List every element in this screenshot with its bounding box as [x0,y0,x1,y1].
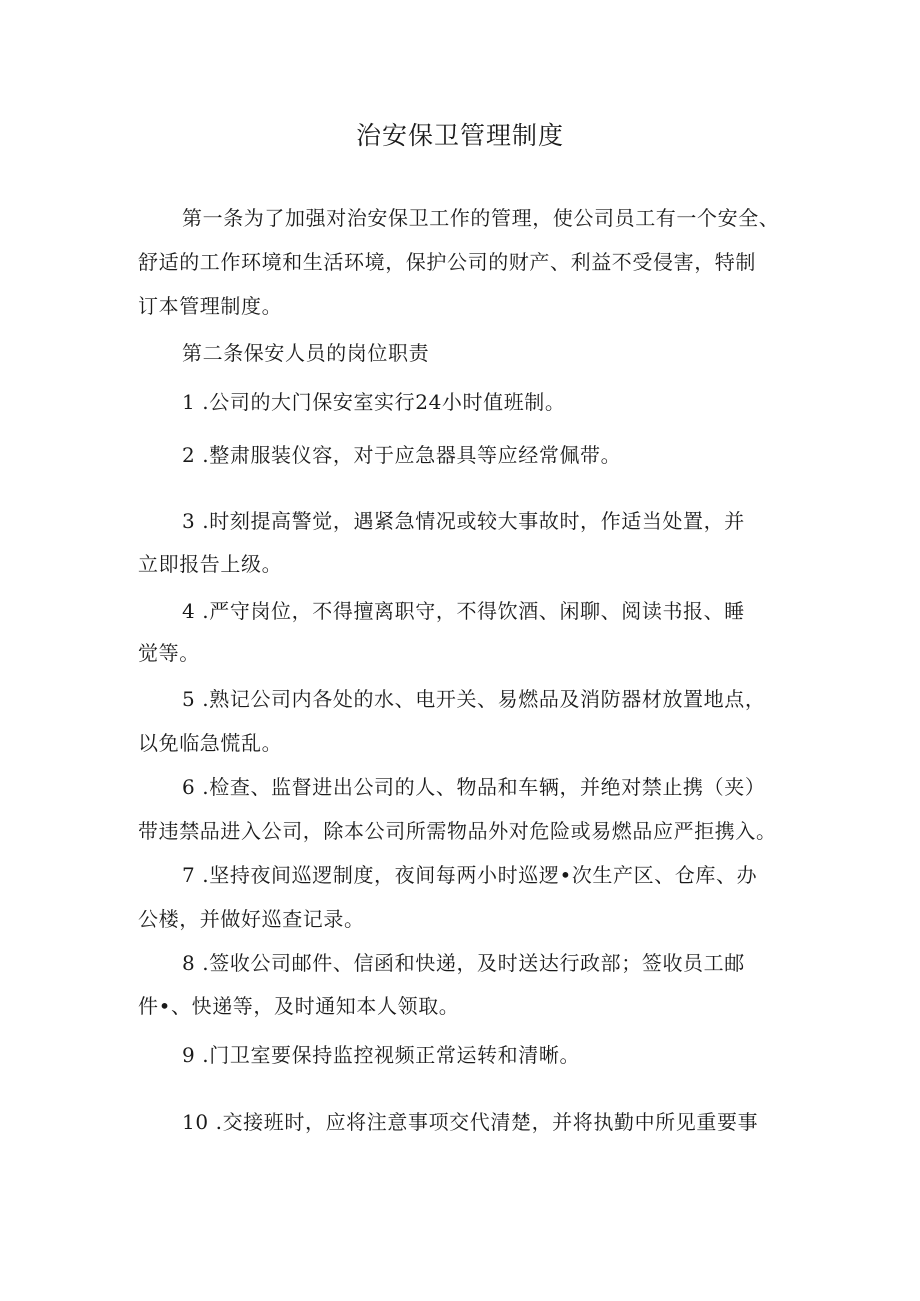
list-item: 4 .严守岗位，不得擅离职守，不得饮酒、闲聊、阅读书报、睡 [182,599,745,623]
list-item: 8 .签收公司邮件、信函和快递，及时送达行政部；签收员工邮 [182,951,745,975]
list-item: 1 .公司的大门保安室实行24小时值班制。 [182,390,566,414]
section-heading: 第二条保安人员的岗位职责 [182,341,430,365]
list-item: 9 .门卫室要保持监控视频正常运转和清晰。 [182,1043,581,1067]
list-item-continuation: 以免临急慌乱。 [138,731,283,755]
list-item: 2 .整肃服装仪容，对于应急器具等应经常佩带。 [182,443,622,467]
list-item-continuation: 件•、快递等，及时通知本人领取。 [138,994,460,1018]
document-title: 治安保卫管理制度 [355,121,564,150]
list-item: 10 .交接班时，应将注意事项交代清楚，并将执勤中所见重要事 [182,1110,759,1134]
list-item-continuation: 带违禁品进入公司，除本公司所需物品外对危险或易燃品应严拒携入。 [138,819,777,843]
list-item-continuation: 公楼，并做好巡查记录。 [138,907,365,931]
paragraph-line: 订本管理制度。 [138,294,283,318]
list-item: 6 .检查、监督进出公司的人、物品和车辆，并绝对禁止携（夹） [182,775,766,799]
list-item-continuation: 觉等。 [138,641,200,665]
list-item: 5 .熟记公司内各处的水、电开关、易燃品及消防器材放置地点， [182,687,766,711]
paragraph-line: 舒适的工作环境和生活环境，保护公司的财产、利益不受侵害，特制 [138,250,756,274]
paragraph-line: 第一条为了加强对治安保卫工作的管理，使公司员工有一个安全、 [182,206,780,230]
list-item-continuation: 立即报告上级。 [138,552,283,576]
list-item: 7 .坚持夜间巡逻制度，夜间每两小时巡逻•次生产区、仓库、办 [182,863,758,887]
list-item: 3 .时刻提高警觉，遇紧急情况或较大事故时，作适当处置，并 [182,509,745,533]
